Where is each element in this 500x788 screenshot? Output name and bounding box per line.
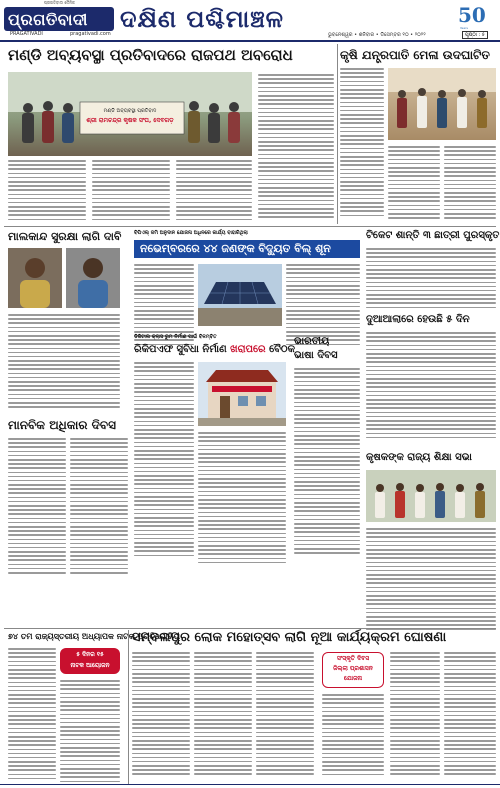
story8-col1 [294, 368, 360, 556]
story10-headline[interactable]: କୃଷକଙ୍କ ରାଜ୍ୟ ଶିକ୍ଷା ସଭା [366, 452, 472, 463]
newspaper-logo[interactable]: ପ୍ରଗତିବାଦୀ [8, 10, 88, 29]
logo-url: pragativadi.com [70, 31, 111, 37]
story1-banner-line2: ଶ୍ରୀ ରାମଚନ୍ଦ୍ର କୃଷକ ସଂଘ, ଦେବଗଡ଼ [86, 117, 174, 124]
story12-badge-line2: ଜିଲ୍ଲା ପ୍ରଶାସନ [333, 665, 373, 672]
dateline: ଭୁବନେଶ୍ୱର • ଶନିବାର • ଡିସେମ୍ବର ୧୦ • ୨୦୨୨ [328, 32, 426, 38]
edition-title: ଦକ୍ଷିଣ ପଶ୍ଚିମାଞ୍ଚଳ [120, 4, 284, 33]
story11-col1 [8, 648, 56, 782]
story11-col2 [60, 680, 120, 785]
tagline: ପ୍ରଗତିବାଦୀ ଦୈନିକ [44, 0, 75, 5]
story3-portrait-1 [8, 248, 62, 308]
story1-col4 [258, 74, 334, 221]
logo-subtitle: PRAGATIVADI [10, 31, 43, 37]
story9-col2 [70, 438, 128, 576]
story1-headline[interactable]: ମଣ୍ଡି ଅବ୍ୟବସ୍ଥା ପ୍ରତିବାଦରେ ରାଜପଥ ଅବରୋଧ [8, 46, 293, 64]
story8-line2[interactable]: ଭାଷା ଦିବସ [294, 350, 338, 361]
story12-col3 [256, 652, 314, 778]
story7-col2 [198, 432, 286, 566]
story3-portrait-2 [66, 248, 120, 308]
story1-photo [8, 72, 252, 156]
story12-col6 [444, 652, 496, 778]
story2-headline[interactable]: କୃଷି ଯନ୍ତ୍ରପାତି ମେଳା ଉଦଘାଟିତ [340, 48, 490, 62]
story10-col1 [366, 528, 496, 633]
story1-col3 [176, 160, 252, 223]
story12-headline[interactable]: ସମ୍ବଲପୁର ଲୋକ ମହୋତ୍ସବ ଲାଗି ନୂଆ କାର୍ଯ୍ୟକ୍ରମ ଘୋଷଣା [132, 630, 447, 645]
divider [4, 226, 496, 227]
story9-col1 [8, 438, 66, 576]
anniversary-logo: 50 [458, 3, 486, 27]
story9-headline[interactable]: ମାନବିକ ଅଧିକାର ଦିବସ [8, 418, 116, 432]
story6-headline[interactable]: ଦୁଆଆଲାରେ ହେଉଛି ୫ ଦିନ [366, 314, 470, 325]
story2-col2 [388, 146, 440, 221]
story1-col2 [92, 160, 170, 223]
story4-headline[interactable]: ନଭେମ୍ବରରେ ୪୪ ଜଣଙ୍କ ବିଦ୍ୟୁତ ବିଲ୍ ଶୂନ [140, 242, 331, 255]
story3-col1 [8, 314, 120, 410]
story10-photo [366, 470, 496, 522]
story4-kicker: ବିପିଏଲ୍ ଜମି ଅନୁଦାନ ଯୋଜନା ଅଧିନରେ କାର୍ଯ୍ୟ ବାହାରିଥିଲା [134, 230, 248, 236]
story12-badge-line1: ସଂସ୍କୃତି ଦିବସ [336, 655, 370, 662]
story7-kicker: ଡିଜିଟାଲ କ୍ଲାସ ରୁମ ନିର୍ମାଣ ପାଇଁ ବିଳମ୍ବିତ [134, 334, 217, 340]
story11-badge-line1: ୫ ଦିନର ୧୫ [76, 651, 104, 658]
masthead [0, 0, 500, 40]
divider [337, 44, 338, 224]
story8-line1[interactable]: ଭାରତୀୟ [294, 336, 330, 347]
story7-headline-part2: ବୈଠକ [265, 344, 295, 355]
divider [4, 628, 496, 629]
page-number: ପୃଷ୍ଠା : ୫ [462, 31, 488, 39]
story11-badge-line2: ନାଟକ ଆୟୋଜନ [70, 662, 110, 669]
story12-col4 [322, 694, 384, 778]
story4-solar-photo [198, 264, 282, 326]
story5-col1 [366, 248, 496, 311]
story7-headline-highlight: ଖରାପରେ [230, 344, 266, 355]
story6-col1 [366, 332, 496, 441]
anniversary-subtitle: Years [460, 26, 468, 30]
story1-col1 [8, 160, 86, 223]
masthead-rule [0, 40, 500, 42]
story3-headline[interactable]: ମାଲକାନ୍ଦ ସୁରକ୍ଷା ଲାଗି ଦାବି [8, 230, 122, 243]
story2-col3 [444, 146, 496, 221]
footer-rule [0, 784, 500, 785]
story2-photo [388, 68, 496, 140]
story11-headline[interactable]: ୭୪ ତମ ରାଜ୍ୟସ୍ତରୀୟ ଅଧ୍ୟାପକ ନାଟକ ପ୍ରତିଯୋଗିତା [8, 632, 180, 641]
story7-col1 [134, 362, 194, 559]
story12-badge-line3: ଯୋଜନା [343, 675, 363, 682]
story7-headline-part1: ରିକିପଏଫ ସୁବିଧା ନିର୍ମାଣ [134, 344, 231, 355]
story7-building-photo [198, 362, 286, 426]
story2-col1 [340, 68, 384, 219]
story12-col1 [132, 652, 190, 778]
story12-col5 [390, 652, 440, 778]
story1-banner-line1: ମଣ୍ଡି ଅବ୍ୟବସ୍ଥା ପ୍ରତିବାଦ [103, 108, 157, 114]
story7-headline[interactable] [134, 344, 295, 355]
story12-col2 [194, 652, 252, 778]
divider [128, 630, 129, 784]
story5-headline[interactable]: ଟିକେଟ ଶାନ୍ତି ୩ ଛାତ୍ରୀ ପୁରସ୍କୃତ [366, 230, 500, 241]
